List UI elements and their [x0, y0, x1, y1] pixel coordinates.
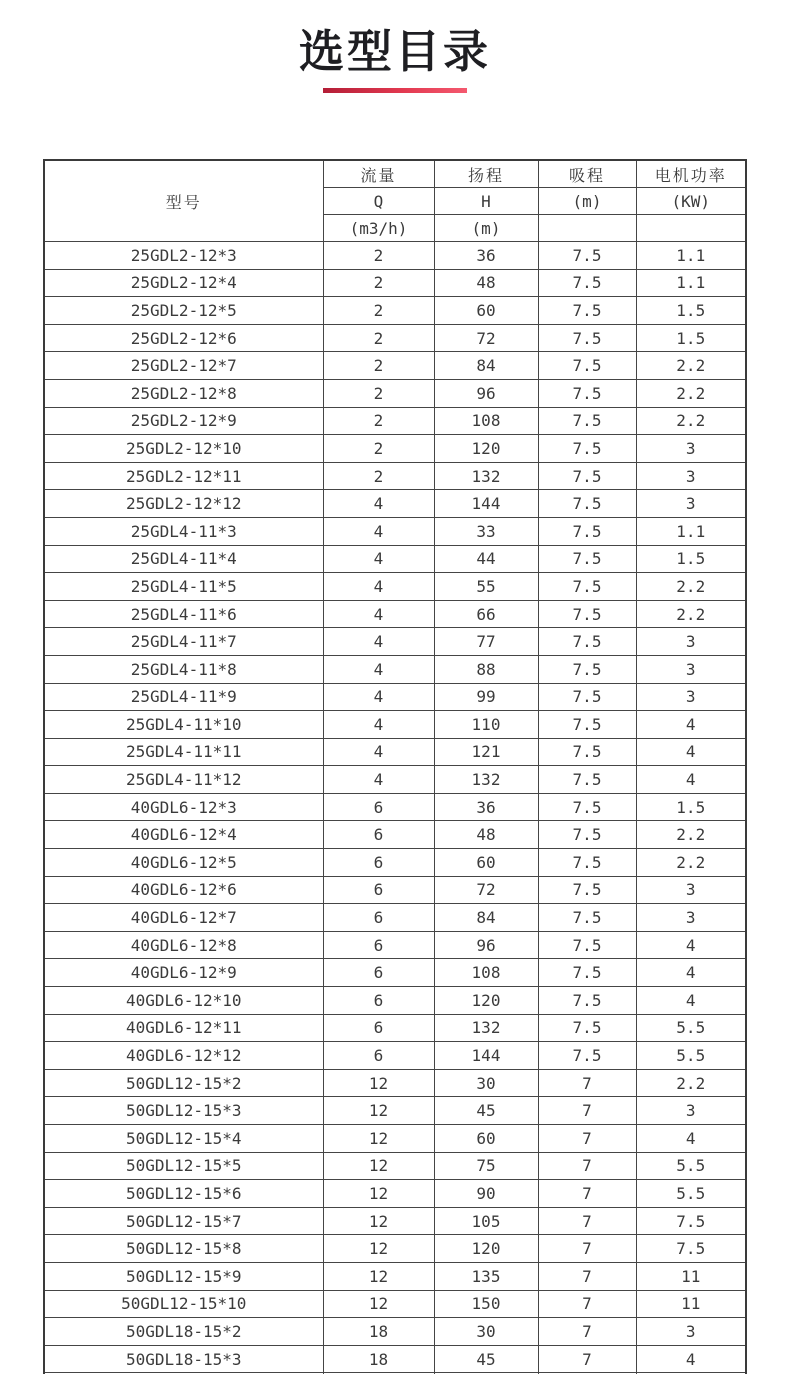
table-cell-head: 60	[434, 297, 538, 325]
table-row	[44, 1207, 746, 1235]
table-cell-head: 120	[434, 1235, 538, 1263]
table-cell-flow: 6	[323, 904, 434, 932]
table-cell-head: 108	[434, 407, 538, 435]
table-cell-head: 77	[434, 628, 538, 656]
table-cell-suction: 7.5	[538, 297, 636, 325]
table-cell-suction: 7.5	[538, 379, 636, 407]
table-cell-head: 144	[434, 490, 538, 518]
table-cell-model: 40GDL6-12*12	[44, 1042, 323, 1070]
table-row	[44, 904, 746, 932]
table-cell-head: 88	[434, 655, 538, 683]
table-cell-suction: 7.5	[538, 1014, 636, 1042]
table-row	[44, 1290, 746, 1318]
table-cell-power: 1.5	[636, 297, 746, 325]
table-cell-model: 50GDL12-15*4	[44, 1125, 323, 1153]
table-cell-flow: 2	[323, 379, 434, 407]
table-cell-flow: 4	[323, 711, 434, 739]
table-cell-model: 50GDL12-15*2	[44, 1069, 323, 1097]
table-cell-suction: 7.5	[538, 462, 636, 490]
table-cell-power: 2.2	[636, 573, 746, 601]
table-cell-power: 4	[636, 959, 746, 987]
table-cell-head: 66	[434, 600, 538, 628]
table-cell-suction: 7.5	[538, 987, 636, 1015]
table-cell-model: 50GDL12-15*7	[44, 1207, 323, 1235]
table-cell-model: 25GDL2-12*7	[44, 352, 323, 380]
table-cell-flow: 4	[323, 517, 434, 545]
table-cell-suction: 7.5	[538, 600, 636, 628]
table-cell-model: 25GDL4-11*7	[44, 628, 323, 656]
table-cell-flow: 18	[323, 1318, 434, 1346]
table-cell-model: 50GDL12-15*5	[44, 1152, 323, 1180]
table-cell-power: 4	[636, 1125, 746, 1153]
table-cell-model: 50GDL12-15*10	[44, 1290, 323, 1318]
table-cell-suction: 7.5	[538, 655, 636, 683]
table-cell-power: 3	[636, 462, 746, 490]
table-cell-flow: 6	[323, 876, 434, 904]
table-cell-flow: 4	[323, 683, 434, 711]
table-cell-head: 72	[434, 324, 538, 352]
header-power-unit: (KW)	[636, 188, 746, 215]
table-cell-head: 150	[434, 1290, 538, 1318]
table-cell-head: 48	[434, 269, 538, 297]
table-cell-power: 1.5	[636, 793, 746, 821]
header-model: 型号	[44, 160, 323, 242]
table-cell-flow: 2	[323, 352, 434, 380]
table-cell-flow: 12	[323, 1069, 434, 1097]
table-cell-flow: 12	[323, 1125, 434, 1153]
header-head-symbol: H	[434, 188, 538, 215]
table-cell-power: 11	[636, 1262, 746, 1290]
table-cell-model: 25GDL4-11*6	[44, 600, 323, 628]
table-cell-model: 25GDL2-12*9	[44, 407, 323, 435]
table-row	[44, 1235, 746, 1263]
table-row	[44, 793, 746, 821]
table-cell-head: 108	[434, 959, 538, 987]
table-row	[44, 545, 746, 573]
table-cell-suction: 7.5	[538, 711, 636, 739]
table-cell-power: 5.5	[636, 1152, 746, 1180]
table-cell-model: 25GDL4-11*12	[44, 766, 323, 794]
table-row	[44, 297, 746, 325]
table-cell-suction: 7.5	[538, 628, 636, 656]
table-cell-head: 36	[434, 793, 538, 821]
table-cell-flow: 2	[323, 435, 434, 463]
table-row	[44, 1042, 746, 1070]
table-cell-head: 96	[434, 379, 538, 407]
table-cell-model: 25GDL4-11*5	[44, 573, 323, 601]
table-cell-flow: 12	[323, 1235, 434, 1263]
table-row	[44, 407, 746, 435]
table-cell-power: 4	[636, 738, 746, 766]
table-row	[44, 324, 746, 352]
table-cell-suction: 7	[538, 1180, 636, 1208]
table-cell-suction: 7.5	[538, 931, 636, 959]
table-cell-model: 50GDL12-15*6	[44, 1180, 323, 1208]
table-cell-suction: 7.5	[538, 849, 636, 877]
table-cell-power: 2.2	[636, 352, 746, 380]
table-cell-power: 2.2	[636, 379, 746, 407]
table-cell-suction: 7.5	[538, 517, 636, 545]
table-cell-model: 50GDL12-15*8	[44, 1235, 323, 1263]
table-row	[44, 738, 746, 766]
table-cell-model: 25GDL4-11*8	[44, 655, 323, 683]
header-flow-unit: (m3/h)	[323, 215, 434, 242]
table-cell-power: 4	[636, 931, 746, 959]
table-cell-power: 3	[636, 1097, 746, 1125]
header-flow-symbol: Q	[323, 188, 434, 215]
table-cell-flow: 2	[323, 324, 434, 352]
table-cell-model: 25GDL2-12*10	[44, 435, 323, 463]
selection-catalog-table	[43, 159, 747, 1374]
table-cell-flow: 6	[323, 987, 434, 1015]
table-row	[44, 269, 746, 297]
table-cell-suction: 7.5	[538, 904, 636, 932]
table-cell-suction: 7	[538, 1290, 636, 1318]
table-cell-head: 121	[434, 738, 538, 766]
table-cell-power: 7.5	[636, 1207, 746, 1235]
table-cell-model: 40GDL6-12*9	[44, 959, 323, 987]
table-cell-head: 120	[434, 435, 538, 463]
table-cell-suction: 7.5	[538, 959, 636, 987]
table-cell-flow: 12	[323, 1262, 434, 1290]
table-cell-flow: 12	[323, 1290, 434, 1318]
table-cell-power: 4	[636, 1345, 746, 1373]
table-cell-suction: 7.5	[538, 793, 636, 821]
table-cell-suction: 7.5	[538, 490, 636, 518]
table-cell-suction: 7.5	[538, 1042, 636, 1070]
table-cell-head: 84	[434, 352, 538, 380]
table-cell-suction: 7.5	[538, 435, 636, 463]
table-row	[44, 1318, 746, 1346]
table-row	[44, 1097, 746, 1125]
table-cell-power: 5.5	[636, 1014, 746, 1042]
table-cell-model: 40GDL6-12*5	[44, 849, 323, 877]
table-cell-power: 2.2	[636, 821, 746, 849]
table-cell-model: 25GDL2-12*8	[44, 379, 323, 407]
table-cell-model: 40GDL6-12*4	[44, 821, 323, 849]
table-row	[44, 931, 746, 959]
table-cell-power: 1.1	[636, 517, 746, 545]
table-cell-power: 1.5	[636, 324, 746, 352]
table-cell-power: 3	[636, 1318, 746, 1346]
table-cell-suction: 7	[538, 1152, 636, 1180]
table-cell-flow: 4	[323, 738, 434, 766]
table-row	[44, 379, 746, 407]
table-row	[44, 242, 746, 270]
table-cell-power: 4	[636, 711, 746, 739]
table-cell-model: 40GDL6-12*10	[44, 987, 323, 1015]
table-cell-suction: 7	[538, 1345, 636, 1373]
table-row	[44, 517, 746, 545]
header-flow-name: 流量	[323, 160, 434, 188]
table-row	[44, 987, 746, 1015]
table-cell-head: 45	[434, 1345, 538, 1373]
table-cell-flow: 4	[323, 766, 434, 794]
table-cell-head: 96	[434, 931, 538, 959]
table-cell-model: 40GDL6-12*7	[44, 904, 323, 932]
table-cell-model: 25GDL4-11*4	[44, 545, 323, 573]
table-cell-flow: 6	[323, 959, 434, 987]
table-cell-power: 1.1	[636, 269, 746, 297]
table-cell-head: 132	[434, 766, 538, 794]
table-cell-power: 4	[636, 987, 746, 1015]
table-row	[44, 1152, 746, 1180]
table-cell-suction: 7	[538, 1207, 636, 1235]
table-cell-power: 7.5	[636, 1235, 746, 1263]
table-cell-suction: 7.5	[538, 269, 636, 297]
table-cell-suction: 7.5	[538, 573, 636, 601]
table-cell-flow: 2	[323, 297, 434, 325]
table-cell-head: 55	[434, 573, 538, 601]
table-cell-power: 3	[636, 435, 746, 463]
table-cell-flow: 6	[323, 793, 434, 821]
header-power-empty	[636, 215, 746, 242]
table-cell-flow: 6	[323, 821, 434, 849]
table-cell-power: 2.2	[636, 600, 746, 628]
table-cell-suction: 7.5	[538, 766, 636, 794]
table-body	[44, 242, 746, 1374]
table-cell-suction: 7	[538, 1097, 636, 1125]
table-cell-flow: 4	[323, 545, 434, 573]
table-cell-suction: 7.5	[538, 545, 636, 573]
header-head-unit: (m)	[434, 215, 538, 242]
table-cell-head: 84	[434, 904, 538, 932]
table-cell-flow: 12	[323, 1180, 434, 1208]
table-cell-suction: 7	[538, 1125, 636, 1153]
table-cell-model: 25GDL4-11*9	[44, 683, 323, 711]
table-cell-model: 40GDL6-12*3	[44, 793, 323, 821]
table-cell-model: 25GDL2-12*5	[44, 297, 323, 325]
table-cell-head: 132	[434, 462, 538, 490]
table-cell-model: 50GDL18-15*2	[44, 1318, 323, 1346]
table-cell-power: 2.2	[636, 407, 746, 435]
table-cell-power: 5.5	[636, 1180, 746, 1208]
table-cell-head: 30	[434, 1069, 538, 1097]
table-cell-flow: 2	[323, 462, 434, 490]
table-cell-flow: 4	[323, 573, 434, 601]
table-cell-flow: 4	[323, 490, 434, 518]
table-cell-model: 25GDL4-11*10	[44, 711, 323, 739]
table-cell-flow: 18	[323, 1345, 434, 1373]
table-cell-flow: 6	[323, 1042, 434, 1070]
table-cell-flow: 6	[323, 849, 434, 877]
table-cell-head: 44	[434, 545, 538, 573]
page-title: 选型目录	[298, 26, 491, 77]
table-cell-head: 144	[434, 1042, 538, 1070]
table-cell-suction: 7	[538, 1069, 636, 1097]
table-row	[44, 600, 746, 628]
table-cell-suction: 7.5	[538, 352, 636, 380]
table-row	[44, 352, 746, 380]
table-cell-power: 2.2	[636, 849, 746, 877]
table-cell-head: 60	[434, 1125, 538, 1153]
table-row	[44, 711, 746, 739]
header-suction-unit: (m)	[538, 188, 636, 215]
table-cell-power: 3	[636, 628, 746, 656]
table-row	[44, 821, 746, 849]
table-cell-model: 50GDL18-15*3	[44, 1345, 323, 1373]
table-cell-model: 40GDL6-12*8	[44, 931, 323, 959]
table-cell-suction: 7.5	[538, 407, 636, 435]
table-cell-head: 99	[434, 683, 538, 711]
table-row	[44, 1069, 746, 1097]
table-cell-model: 50GDL12-15*3	[44, 1097, 323, 1125]
header-power-name: 电机功率	[636, 160, 746, 188]
table-row	[44, 959, 746, 987]
table-row	[44, 1014, 746, 1042]
table-cell-flow: 12	[323, 1152, 434, 1180]
table-cell-flow: 6	[323, 1014, 434, 1042]
table-cell-flow: 4	[323, 655, 434, 683]
table-cell-model: 25GDL4-11*11	[44, 738, 323, 766]
table-cell-model: 25GDL2-12*6	[44, 324, 323, 352]
table-cell-suction: 7.5	[538, 242, 636, 270]
table-row	[44, 849, 746, 877]
table-row	[44, 1345, 746, 1373]
table-cell-flow: 2	[323, 269, 434, 297]
table-cell-head: 33	[434, 517, 538, 545]
table-cell-model: 25GDL4-11*3	[44, 517, 323, 545]
table-cell-suction: 7	[538, 1235, 636, 1263]
table-cell-flow: 2	[323, 242, 434, 270]
table-cell-head: 135	[434, 1262, 538, 1290]
table-cell-power: 3	[636, 683, 746, 711]
table-cell-flow: 4	[323, 600, 434, 628]
table-cell-power: 3	[636, 490, 746, 518]
table-cell-model: 25GDL2-12*4	[44, 269, 323, 297]
table-cell-head: 132	[434, 1014, 538, 1042]
table-cell-power: 2.2	[636, 1069, 746, 1097]
table-cell-power: 1.1	[636, 242, 746, 270]
table-cell-head: 105	[434, 1207, 538, 1235]
table-cell-head: 75	[434, 1152, 538, 1180]
table-cell-suction: 7	[538, 1318, 636, 1346]
page-header	[0, 0, 790, 93]
table-row	[44, 766, 746, 794]
table-row	[44, 490, 746, 518]
table-cell-suction: 7.5	[538, 683, 636, 711]
table-cell-power: 3	[636, 876, 746, 904]
table-cell-head: 110	[434, 711, 538, 739]
table-row	[44, 435, 746, 463]
table-cell-model: 25GDL2-12*11	[44, 462, 323, 490]
table-cell-flow: 4	[323, 628, 434, 656]
header-suction-name: 吸程	[538, 160, 636, 188]
table-row	[44, 628, 746, 656]
table-cell-power: 5.5	[636, 1042, 746, 1070]
table-cell-model: 50GDL12-15*9	[44, 1262, 323, 1290]
table-cell-head: 72	[434, 876, 538, 904]
header-suction-empty	[538, 215, 636, 242]
table-cell-suction: 7.5	[538, 876, 636, 904]
table-cell-head: 90	[434, 1180, 538, 1208]
table-row	[44, 573, 746, 601]
table-cell-power: 3	[636, 655, 746, 683]
table-row	[44, 462, 746, 490]
table-cell-power: 11	[636, 1290, 746, 1318]
table-cell-power: 3	[636, 904, 746, 932]
table-row	[44, 655, 746, 683]
table-row	[44, 1125, 746, 1153]
header-row-1	[44, 160, 746, 188]
table-cell-head: 60	[434, 849, 538, 877]
table-row	[44, 683, 746, 711]
table-cell-model: 40GDL6-12*6	[44, 876, 323, 904]
table-cell-flow: 12	[323, 1097, 434, 1125]
table-cell-model: 40GDL6-12*11	[44, 1014, 323, 1042]
header-head-name: 扬程	[434, 160, 538, 188]
table-cell-suction: 7.5	[538, 821, 636, 849]
title-underline-accent	[323, 88, 467, 93]
table-cell-power: 4	[636, 766, 746, 794]
table-cell-head: 36	[434, 242, 538, 270]
table-cell-head: 45	[434, 1097, 538, 1125]
table-cell-model: 25GDL2-12*12	[44, 490, 323, 518]
table-row	[44, 876, 746, 904]
table-cell-head: 48	[434, 821, 538, 849]
table-cell-flow: 2	[323, 407, 434, 435]
table-cell-head: 120	[434, 987, 538, 1015]
table-cell-suction: 7.5	[538, 738, 636, 766]
table-cell-model: 25GDL2-12*3	[44, 242, 323, 270]
table-cell-power: 1.5	[636, 545, 746, 573]
table-cell-suction: 7.5	[538, 324, 636, 352]
table-row	[44, 1262, 746, 1290]
table-cell-flow: 12	[323, 1207, 434, 1235]
table-header	[44, 160, 746, 242]
table-cell-suction: 7	[538, 1262, 636, 1290]
table-cell-flow: 6	[323, 931, 434, 959]
table-cell-head: 30	[434, 1318, 538, 1346]
table-row	[44, 1180, 746, 1208]
